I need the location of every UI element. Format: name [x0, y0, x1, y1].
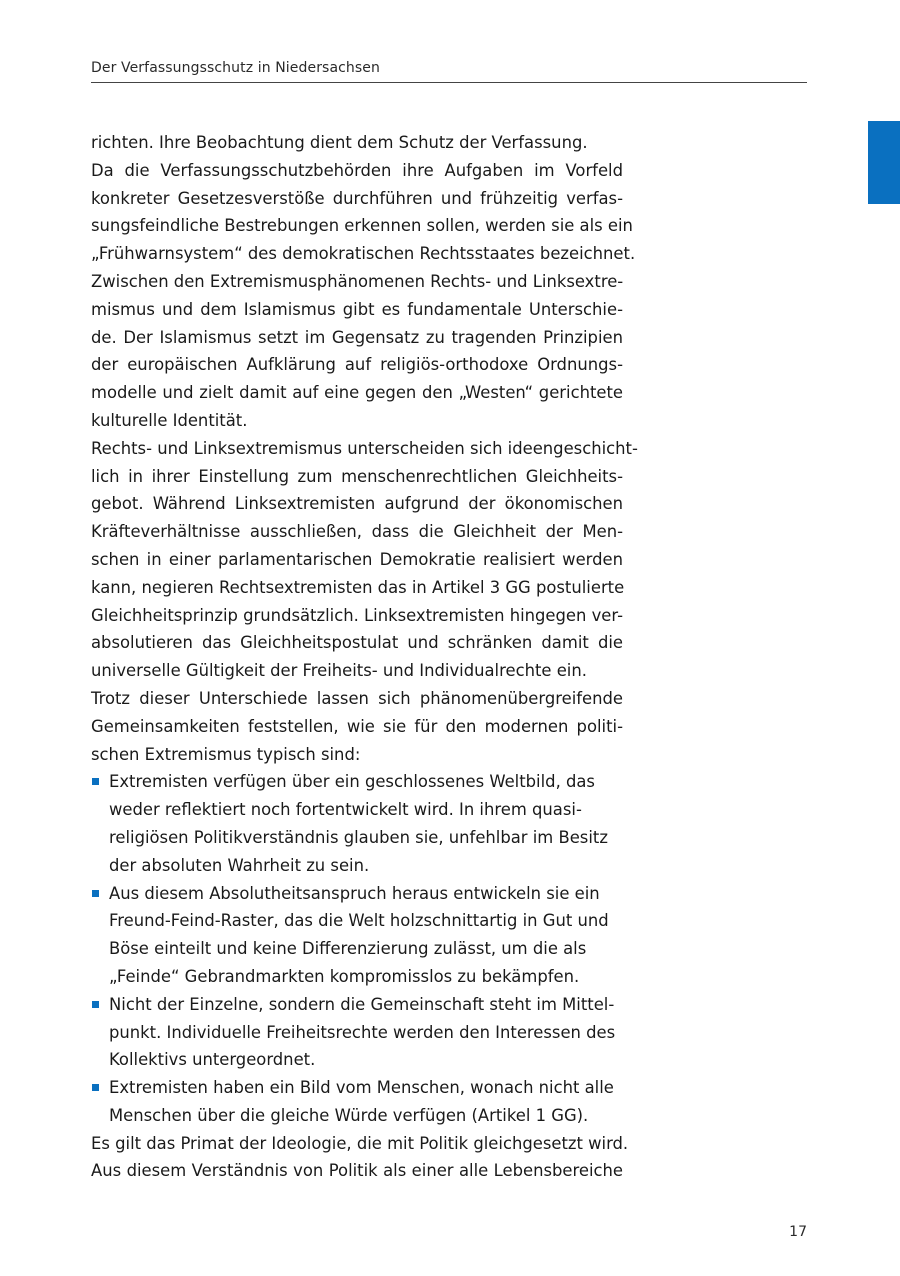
text-line: Rechts- und Linksextremismus unterscheiden sich ideengeschicht- [91, 438, 638, 458]
text-line: absolutieren das Gleichheitspostulat und schränken damit die [91, 633, 623, 653]
text-line: kulturelle Identität. [91, 410, 248, 430]
paragraph [91, 157, 636, 268]
text-line: religiösen Politikverständnis glauben sie, unfehlbar im Besitz [109, 827, 608, 847]
text-line: Es gilt das Primat der Ideologie, die mit Politik gleichgesetzt wird. [91, 1133, 629, 1153]
text-line: universelle Gültigkeit der Freiheits- und Individualrechte ein. [91, 661, 587, 681]
text-line: lich in ihrer Einstellung zum menschenrechtlichen Gleichheits- [91, 466, 623, 486]
text-line: schen Extremismus typisch sind: [91, 744, 361, 764]
chapter-tab-marker [868, 121, 900, 204]
text-line: weder reflektiert noch fortentwickelt wird. In ihrem quasi- [109, 800, 582, 820]
square-bullet-icon [92, 1084, 99, 1091]
text-line: „Frühwarnsystem“ des demokratischen Rechtsstaates bezeichnet. [91, 244, 636, 264]
square-bullet-icon [92, 890, 99, 897]
paragraph [91, 685, 623, 768]
text-line: Aus diesem Verständnis von Politik als einer alle Lebensbereiche [91, 1161, 623, 1181]
bullet-item [91, 1074, 623, 1130]
text-line: „Feinde“ Gebrandmarkten kompromisslos zu bekämpfen. [109, 966, 580, 986]
bullet-list [91, 768, 623, 1129]
page-number: 17 [789, 1224, 807, 1240]
text-line: Menschen über die gleiche Würde verfügen (Artikel 1 GG). [109, 1105, 589, 1125]
text-line: mismus und dem Islamismus gibt es fundamentale Unterschie- [91, 299, 623, 319]
text-line: punkt. Individuelle Freiheitsrechte werden den Interessen des [109, 1022, 616, 1042]
text-line: gebot. Während Linksextremisten aufgrund der ökonomischen [91, 494, 623, 514]
running-header-title: Der Verfassungsschutz in Niedersachsen [91, 60, 380, 76]
closing-paragraph [91, 1130, 629, 1186]
text-line: Gemeinsamkeiten feststellen, wie sie für den modernen politi- [91, 716, 623, 736]
running-header [91, 58, 807, 83]
text-line: Nicht der Einzelne, sondern die Gemeinschaft steht im Mittel- [109, 994, 615, 1014]
text-line: Gleichheitsprinzip grundsätzlich. Linksextremisten hingegen ver- [91, 605, 623, 625]
body-text [91, 129, 638, 1185]
text-line: Extremisten haben ein Bild vom Menschen, wonach nicht alle [109, 1078, 614, 1098]
text-line: Aus diesem Absolutheitsanspruch heraus entwickeln sie ein [109, 883, 600, 903]
text-line: sungsfeindliche Bestrebungen erkennen sollen, werden sie als ein [91, 216, 633, 236]
paragraph [91, 435, 638, 685]
text-line: modelle und zielt damit auf eine gegen den „Westen“ gerichtete [91, 383, 623, 403]
text-line: Trotz dieser Unterschiede lassen sich phänomenübergreifende [91, 688, 623, 708]
text-line: der absoluten Wahrheit zu sein. [109, 855, 370, 875]
text-line: Böse einteilt und keine Differenzierung zulässt, um die als [109, 939, 587, 959]
text-line: Freund-Feind-Raster, das die Welt holzschnittartig in Gut und [109, 911, 609, 931]
text-line: der europäischen Aufklärung auf religiös-orthodoxe Ordnungs- [91, 355, 623, 375]
text-line: kann, negieren Rechtsextremisten das in Artikel 3 GG postulierte [91, 577, 625, 597]
text-line: schen in einer parlamentarischen Demokratie realisiert werden [91, 549, 623, 569]
square-bullet-icon [92, 1001, 99, 1008]
square-bullet-icon [92, 778, 99, 785]
paragraph [91, 129, 623, 157]
text-line: de. Der Islamismus setzt im Gegensatz zu tragenden Prinzipien [91, 327, 623, 347]
text-line: richten. Ihre Beobachtung dient dem Schutz der Verfassung. [91, 133, 588, 152]
text-line: konkreter Gesetzesverstöße durchführen und frühzeitig verfas- [91, 188, 623, 208]
bullet-item [91, 768, 623, 879]
text-line: Kollektivs untergeordnet. [109, 1050, 316, 1070]
paragraph [91, 268, 623, 435]
text-line: Kräfteverhältnisse ausschließen, dass die Gleichheit der Men- [91, 522, 623, 542]
bullet-item [91, 991, 623, 1074]
bullet-item [91, 880, 623, 991]
text-line: Da die Verfassungsschutzbehörden ihre Aufgaben im Vorfeld [91, 160, 623, 180]
text-line: Extremisten verfügen über ein geschlossenes Weltbild, das [109, 772, 595, 792]
text-line: Zwischen den Extremismusphänomenen Rechts- und Linksextre- [91, 271, 624, 291]
